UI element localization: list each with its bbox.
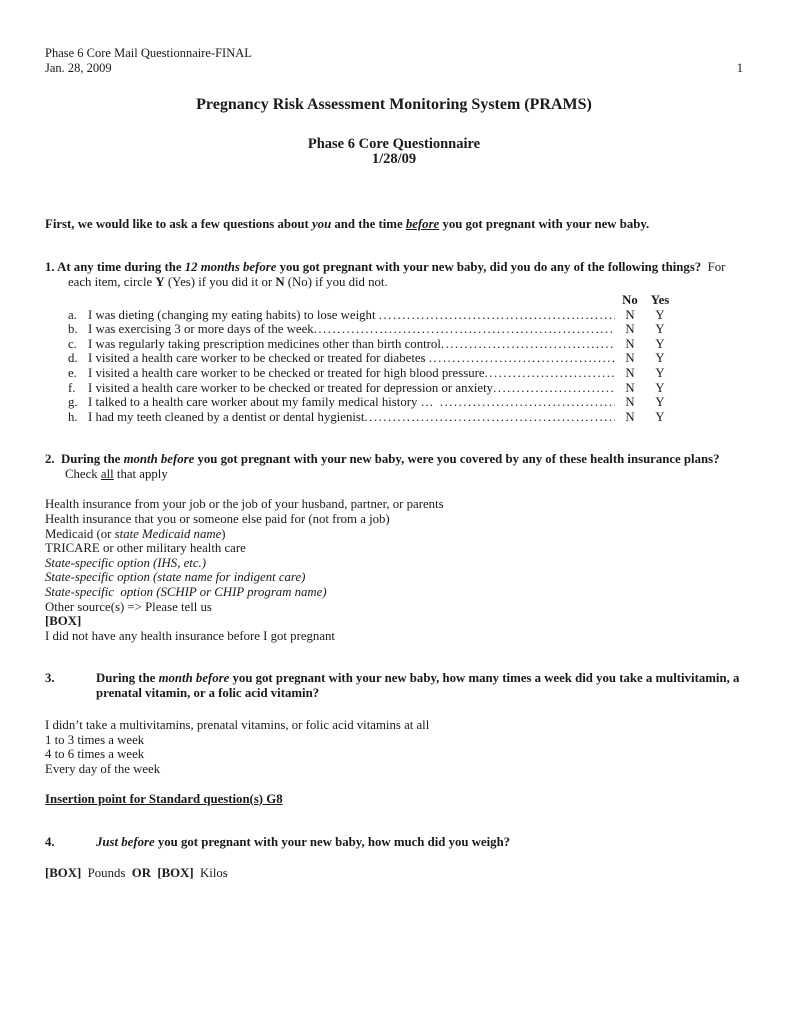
yes-column-header: Yes xyxy=(650,293,670,307)
answer-no: N xyxy=(625,307,635,322)
question-item-row xyxy=(45,322,675,337)
item-letter: h. xyxy=(68,409,78,424)
doc-subtitle: Phase 6 Core Questionnaire xyxy=(307,136,481,152)
option-line: [BOX] xyxy=(45,614,82,629)
question-2 xyxy=(45,452,743,482)
dot-leader xyxy=(379,308,615,323)
dot-leader xyxy=(314,322,615,337)
question-item-row xyxy=(45,351,675,366)
question-3-prompt: During the month before you got pregnant with your new baby, how many times a week did you take a multivitamin, a prenatal vitamin, or a folic acid vitamin? xyxy=(96,671,743,701)
item-text: I was exercising 3 or more days of the week xyxy=(88,322,314,337)
dot-leader xyxy=(364,410,615,425)
item-text: I had my teeth cleaned by a dentist or dental hygienist xyxy=(88,409,365,424)
item-text: I visited a health care worker to be checked or treated for depression or anxiety xyxy=(88,380,494,395)
intro-paragraph: First, we would like to ask a few questions about you and the time before you got pregnant with your new baby. xyxy=(45,217,650,231)
dot-leader xyxy=(441,337,615,352)
dot-leader xyxy=(485,366,615,381)
answer-yes: Y xyxy=(655,322,665,337)
question-3-number: 3. xyxy=(45,671,55,686)
answer-no: N xyxy=(625,395,635,410)
insertion-note: Insertion point for Standard question(s) G8 xyxy=(45,791,283,806)
answer-no: N xyxy=(625,365,635,380)
item-text: I was dieting (changing my eating habits) to lose weight xyxy=(88,307,379,322)
item-text: I talked to a health care worker about my family medical history … xyxy=(88,395,440,410)
header-doc-date: Jan. 28, 2009 xyxy=(45,61,112,75)
yes-no-header xyxy=(45,293,675,308)
answer-no: N xyxy=(625,336,635,351)
option-line: I didn’t take a multivitamins, prenatal vitamins, or folic acid vitamins at all xyxy=(45,718,430,733)
item-text: I visited a health care worker to be checked or treated for high blood pressure xyxy=(88,365,485,380)
option-line: I did not have any health insurance before I got pregnant xyxy=(45,628,335,643)
option-line: Every day of the week xyxy=(45,762,161,777)
option-line: Other source(s) => Please tell us xyxy=(45,599,212,614)
question-item-row xyxy=(45,410,675,425)
answer-no: N xyxy=(625,351,635,366)
answer-no: N xyxy=(625,322,635,337)
question-item-row xyxy=(45,337,675,352)
option-line: 1 to 3 times a week xyxy=(45,732,145,747)
question-item-row xyxy=(45,308,675,323)
question-3 xyxy=(45,671,743,701)
item-letter: b. xyxy=(68,322,78,337)
option-line: State-specific option (IHS, etc.) xyxy=(45,555,206,570)
answer-yes: Y xyxy=(655,380,665,395)
dot-leader xyxy=(429,351,615,366)
item-letter: f. xyxy=(68,380,76,395)
item-text: I was regularly taking prescription medicines other than birth control xyxy=(88,336,441,351)
page-header xyxy=(45,46,743,76)
question-item-row xyxy=(45,381,675,396)
question-1-prompt: 1. At any time during the 12 months before you got pregnant with your new baby, did you do any of the following things? For each item, circle Y (Yes) if you did it or N (No) if you did not. xyxy=(45,260,729,289)
dot-leader xyxy=(440,395,615,410)
option-line: Medicaid (or state Medicaid name) xyxy=(45,526,226,541)
question-4-prompt: Just before you got pregnant with your new baby, how much did you weigh? xyxy=(96,834,511,849)
question-1 xyxy=(45,260,743,424)
question-4-number: 4. xyxy=(45,834,55,849)
item-letter: a. xyxy=(68,307,77,322)
item-letter: g. xyxy=(68,395,78,410)
answer-yes: Y xyxy=(655,351,665,366)
doc-title: Pregnancy Risk Assessment Monitoring System (PRAMS) xyxy=(196,96,592,113)
option-line: State-specific option (SCHIP or CHIP program name) xyxy=(45,584,327,599)
question-4 xyxy=(45,835,743,850)
dot-leader xyxy=(493,381,615,396)
question-1-answer-grid xyxy=(45,293,675,424)
question-item-row xyxy=(45,395,675,410)
item-text: I visited a health care worker to be checked or treated for diabetes xyxy=(88,351,429,366)
header-doc-label: Phase 6 Core Mail Questionnaire-FINAL xyxy=(45,46,252,60)
answer-yes: Y xyxy=(655,336,665,351)
vitamin-options xyxy=(45,718,743,776)
question-1-items xyxy=(45,308,675,425)
check-all-note: Check all that apply xyxy=(65,467,168,482)
option-line: Health insurance that you or someone else paid for (not from a job) xyxy=(45,511,390,526)
weight-answer-line: [BOX] Pounds OR [BOX] Kilos xyxy=(45,865,228,880)
question-item-row xyxy=(45,366,675,381)
answer-no: N xyxy=(625,409,635,424)
answer-yes: Y xyxy=(655,365,665,380)
item-letter: c. xyxy=(68,336,77,351)
doc-version-date: 1/28/09 xyxy=(371,151,417,167)
item-letter: d. xyxy=(68,351,78,366)
answer-yes: Y xyxy=(655,395,665,410)
option-line: State-specific option (state name for indigent care) xyxy=(45,570,306,585)
item-letter: e. xyxy=(68,365,77,380)
no-column-header: No xyxy=(622,293,638,307)
option-line: TRICARE or other military health care xyxy=(45,541,246,556)
option-line: Health insurance from your job or the job of your husband, partner, or parents xyxy=(45,497,444,512)
answer-yes: Y xyxy=(655,409,665,424)
question-2-prompt: 2. During the month before you got pregnant with your new baby, were you covered by any of these health insurance plans? xyxy=(45,452,720,467)
answer-yes: Y xyxy=(655,307,665,322)
option-line: 4 to 6 times a week xyxy=(45,747,145,762)
answer-no: N xyxy=(625,380,635,395)
insurance-options xyxy=(45,497,743,643)
page-number: 1 xyxy=(736,61,743,75)
spacer xyxy=(45,293,615,308)
